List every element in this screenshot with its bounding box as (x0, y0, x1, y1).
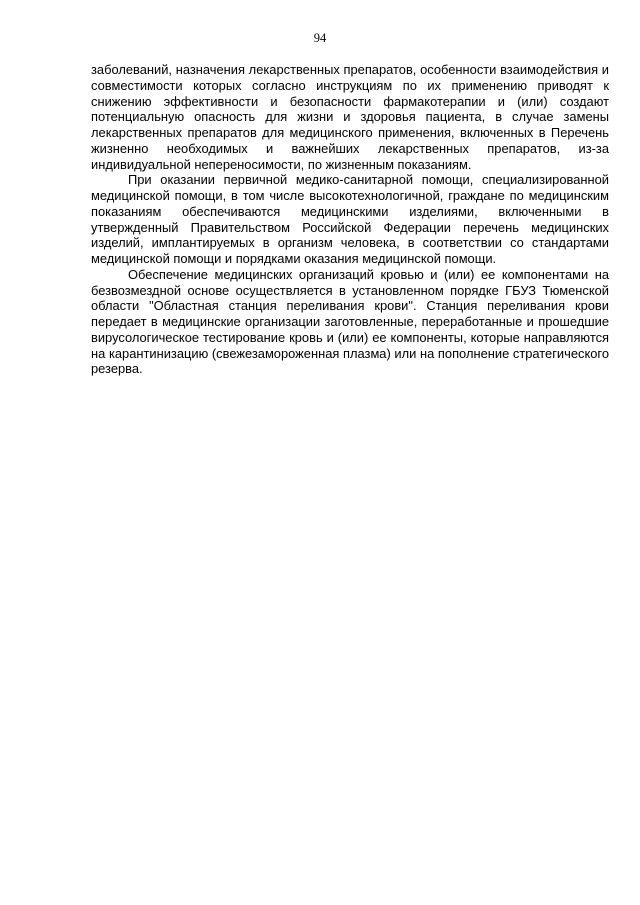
document-body (91, 62, 609, 377)
paragraph-blood-supply: Обеспечение медицинских организаций кровью и (или) ее компонентами на безвозмездной основе осуществляется в установленном порядке ГБУЗ Тюменской области "Областная станция переливания крови". Станция переливания крови передает в медицинские организации заготовленные, переработанные и прошедшие вирусологическое тестирование кровь и (или) ее компоненты, которые направляются на карантинизацию (свежезамороженная плазма) или на пополнение стратегического резерва. (91, 266, 609, 377)
page-number: 94 (313, 31, 327, 45)
paragraph-continuation: заболеваний, назначения лекарственных препаратов, особенности взаимодействия и совместимости которых согласно инструкциям по их применению приводят к снижению эффективности и безопасности фармакотерапии и (или) создают потенциальную опасность для жизни и здоровья пациента, в случае замены лекарственных препаратов для медицинского применения, включенных в Перечень жизненно необходимых и важнейших лекарственных препаратов, из-за индивидуальной непереносимости, по жизненным показаниям. (91, 62, 609, 172)
paragraph-medical-devices: При оказании первичной медико-санитарной помощи, специализированной медицинской помощи, в том числе высокотехнологичной, граждане по медицинским показаниям обеспечиваются медицинскими изделиями, включенными в утвержденный Правительством Российской Федерации перечень медицинских изделий, имплантируемых в организм человека, в соответствии со стандартами медицинской помощи и порядками оказания медицинской помощи. (91, 172, 609, 266)
